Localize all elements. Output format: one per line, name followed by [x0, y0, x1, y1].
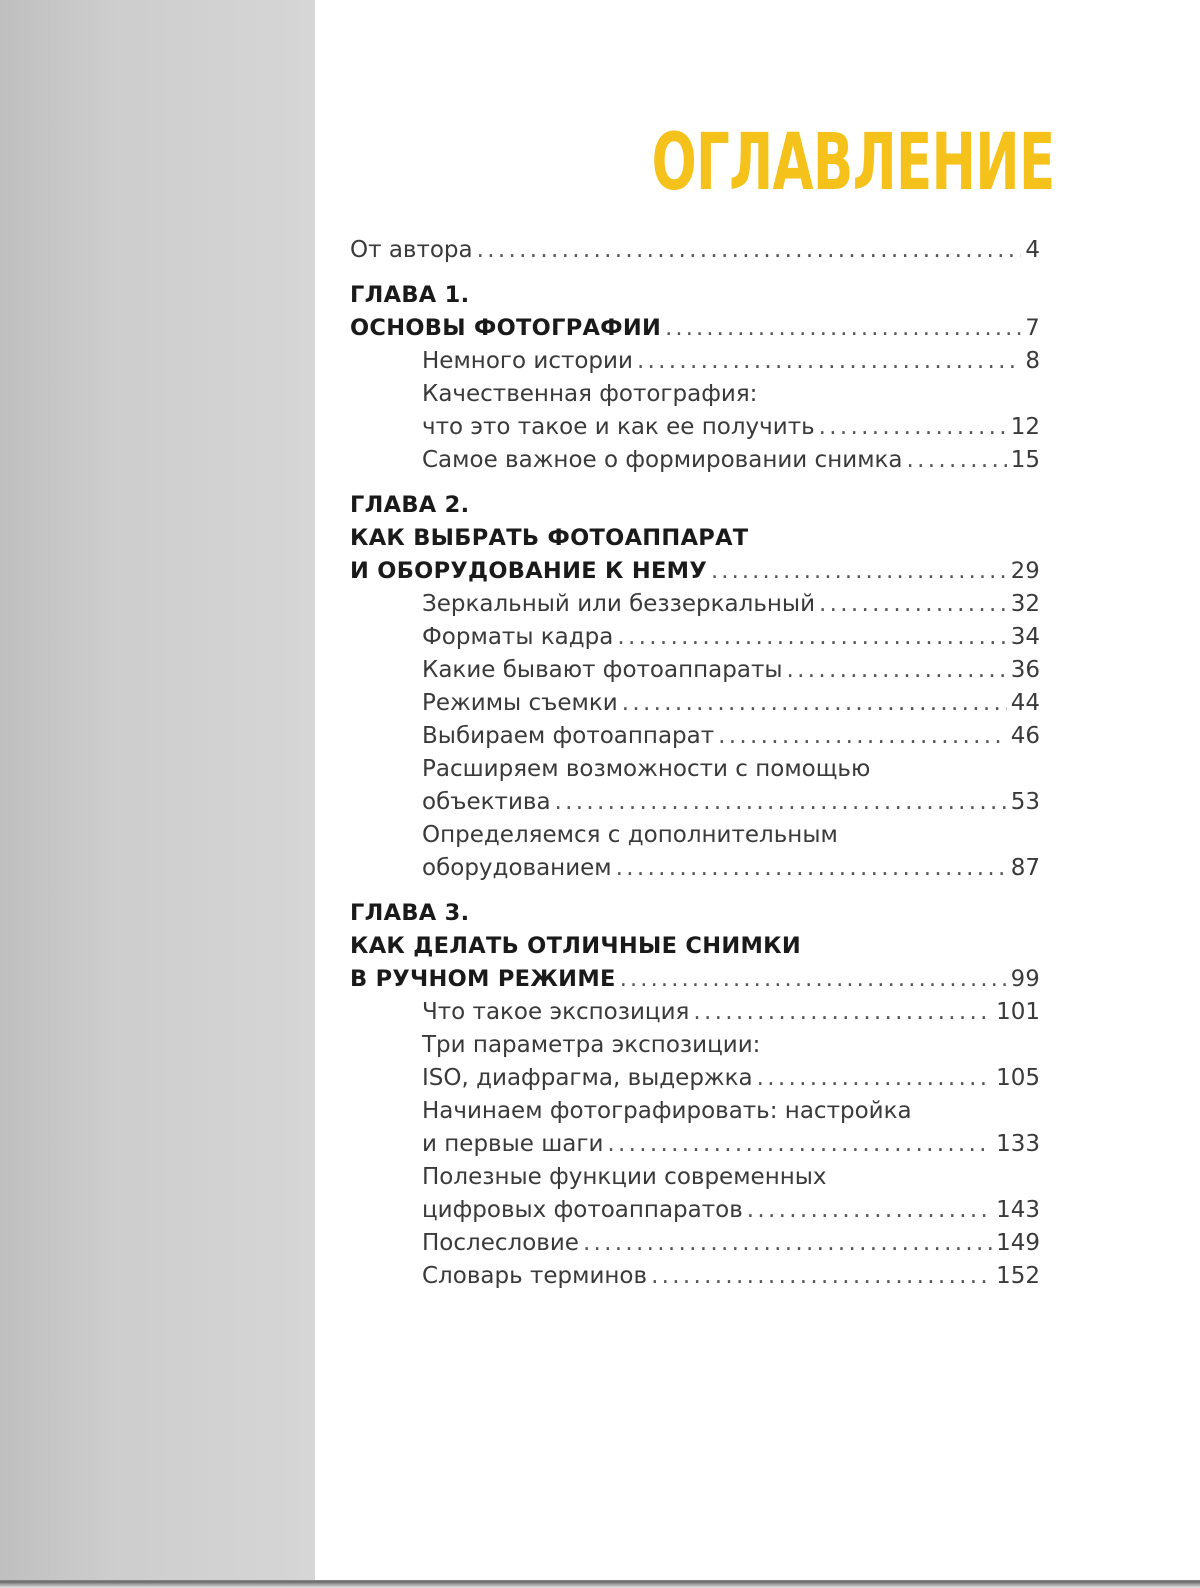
chapter-title-line[interactable] — [350, 555, 1040, 588]
toc-subentry[interactable] — [350, 621, 1040, 654]
dot-leader — [665, 312, 1021, 345]
dot-leader — [620, 963, 1007, 996]
toc-subentry[interactable] — [350, 996, 1040, 1029]
dot-leader — [477, 234, 1022, 267]
chapter-heading: ГЛАВА 2. — [350, 492, 470, 518]
toc-entry-label: Немного истории — [422, 348, 633, 374]
chapter-block-2 — [350, 489, 1040, 885]
dot-leader — [617, 621, 1006, 654]
toc-subentry[interactable] — [350, 687, 1040, 720]
toc-subentry[interactable] — [350, 345, 1040, 378]
toc-entry-label: Что такое экспозиция — [422, 999, 690, 1025]
toc-subentry[interactable] — [350, 654, 1040, 687]
toc-page-number: 87 — [1010, 855, 1040, 881]
toc-entry-intro[interactable] — [350, 234, 1040, 267]
toc-subentry[interactable] — [350, 444, 1040, 477]
toc-subentry[interactable] — [350, 1194, 1040, 1227]
toc-subentry[interactable] — [350, 1260, 1040, 1293]
toc-entry-label: оборудованием — [422, 855, 612, 881]
toc-entry-label: Качественная фотография: — [422, 381, 758, 407]
left-gray-band — [0, 0, 315, 1580]
chapter-title-line[interactable] — [350, 312, 1040, 345]
dot-leader — [711, 555, 1007, 588]
toc-subentry[interactable] — [350, 1227, 1040, 1260]
dot-leader — [819, 411, 1007, 444]
toc-page-number: 32 — [1010, 591, 1040, 617]
toc-page-number: 46 — [1010, 723, 1040, 749]
toc-subentry[interactable] — [350, 411, 1040, 444]
dot-leader — [637, 345, 1021, 378]
toc-entry-label: объектива — [422, 789, 551, 815]
dot-leader — [907, 444, 1007, 477]
dot-leader — [718, 720, 1007, 753]
toc-page-number: 143 — [996, 1197, 1040, 1223]
chapter-title-line[interactable] — [350, 963, 1040, 996]
dot-leader — [787, 654, 1007, 687]
toc-page-number: 15 — [1010, 447, 1040, 473]
toc-subentry-line[interactable] — [350, 819, 1040, 852]
toc-entry-label: Начинаем фотографировать: настройка — [422, 1098, 912, 1124]
dot-leader — [607, 1128, 992, 1161]
toc-entry-label: И ОБОРУДОВАНИЕ К НЕМУ — [350, 558, 707, 584]
toc-entry-label: Словарь терминов — [422, 1263, 648, 1289]
toc-page-number: 53 — [1010, 789, 1040, 815]
toc-entry-label: От автора — [350, 237, 473, 263]
toc-entry-label: Зеркальный или беззеркальный — [422, 591, 816, 617]
dot-leader — [693, 996, 992, 1029]
toc-page-number: 101 — [996, 999, 1040, 1025]
toc-entry-label: что это такое и как ее получить — [422, 414, 815, 440]
bottom-edge-line — [0, 1580, 1200, 1588]
toc-subentry-line[interactable] — [350, 1161, 1040, 1194]
toc-entry-label: Послесловие — [422, 1230, 579, 1256]
chapter-title-line: КАК ДЕЛАТЬ ОТЛИЧНЫЕ СНИМКИ — [350, 933, 801, 959]
toc-entry-label: В РУЧНОМ РЕЖИМЕ — [350, 966, 616, 992]
dot-leader — [819, 588, 1007, 621]
dot-leader — [747, 1194, 992, 1227]
dot-leader — [651, 1260, 992, 1293]
chapter-block-3 — [350, 897, 1040, 1293]
toc-page-number: 4 — [1025, 237, 1040, 263]
toc-entry-label: ОСНОВЫ ФОТОГРАФИИ — [350, 315, 662, 341]
dot-leader — [555, 786, 1007, 819]
toc-page-number: 29 — [1010, 558, 1040, 584]
page-title: ОГЛАВЛЕНИЕ — [652, 118, 1055, 208]
toc-subentry[interactable] — [350, 1128, 1040, 1161]
toc-subentry-line[interactable] — [350, 1095, 1040, 1128]
dot-leader — [757, 1062, 992, 1095]
toc-entry-label: Какие бывают фотоаппараты — [422, 657, 783, 683]
toc-subentry-line[interactable] — [350, 378, 1040, 411]
dot-leader — [622, 687, 1007, 720]
toc-page-number: 152 — [996, 1263, 1040, 1289]
toc-page-number: 44 — [1010, 690, 1040, 716]
toc-entry-label: Режимы съемки — [422, 690, 618, 716]
toc-page-number: 99 — [1010, 966, 1040, 992]
toc-entry-label: Определяемся с дополнительным — [422, 822, 838, 848]
toc-entry-label: и первые шаги — [422, 1131, 604, 1157]
toc-subentry[interactable] — [350, 588, 1040, 621]
toc-entry-label: цифровых фотоаппаратов — [422, 1197, 743, 1223]
toc-entry-label: Самое важное о формировании снимка — [422, 447, 903, 473]
toc-page-number: 34 — [1010, 624, 1040, 650]
toc-entry-label: Полезные функции современных — [422, 1164, 827, 1190]
toc-page-number: 7 — [1025, 315, 1040, 341]
toc-page-number: 133 — [996, 1131, 1040, 1157]
toc-subentry[interactable] — [350, 1062, 1040, 1095]
toc-subentry[interactable] — [350, 786, 1040, 819]
chapter-title-line: КАК ВЫБРАТЬ ФОТОАППАРАТ — [350, 525, 749, 551]
toc-subentry[interactable] — [350, 852, 1040, 885]
dot-leader — [583, 1227, 992, 1260]
chapter-heading: ГЛАВА 1. — [350, 282, 470, 308]
table-of-contents — [350, 234, 1040, 1293]
toc-entry-label: Форматы кадра — [422, 624, 614, 650]
toc-page-number: 12 — [1010, 414, 1040, 440]
dot-leader — [616, 852, 1007, 885]
toc-page-number: 36 — [1010, 657, 1040, 683]
toc-subentry[interactable] — [350, 720, 1040, 753]
toc-entry-label: Три параметра экспозиции: — [422, 1032, 761, 1058]
toc-subentry-line[interactable] — [350, 753, 1040, 786]
toc-page-number: 149 — [996, 1230, 1040, 1256]
toc-entry-label: Выбираем фотоаппарат — [422, 723, 715, 749]
chapter-block-1 — [350, 279, 1040, 477]
toc-entry-label: ISO, диафрагма, выдержка — [422, 1065, 753, 1091]
toc-entry-label: Расширяем возможности с помощью — [422, 756, 871, 782]
chapter-heading: ГЛАВА 3. — [350, 900, 470, 926]
toc-page-number: 8 — [1025, 348, 1040, 374]
toc-page-number: 105 — [996, 1065, 1040, 1091]
toc-subentry-line[interactable] — [350, 1029, 1040, 1062]
